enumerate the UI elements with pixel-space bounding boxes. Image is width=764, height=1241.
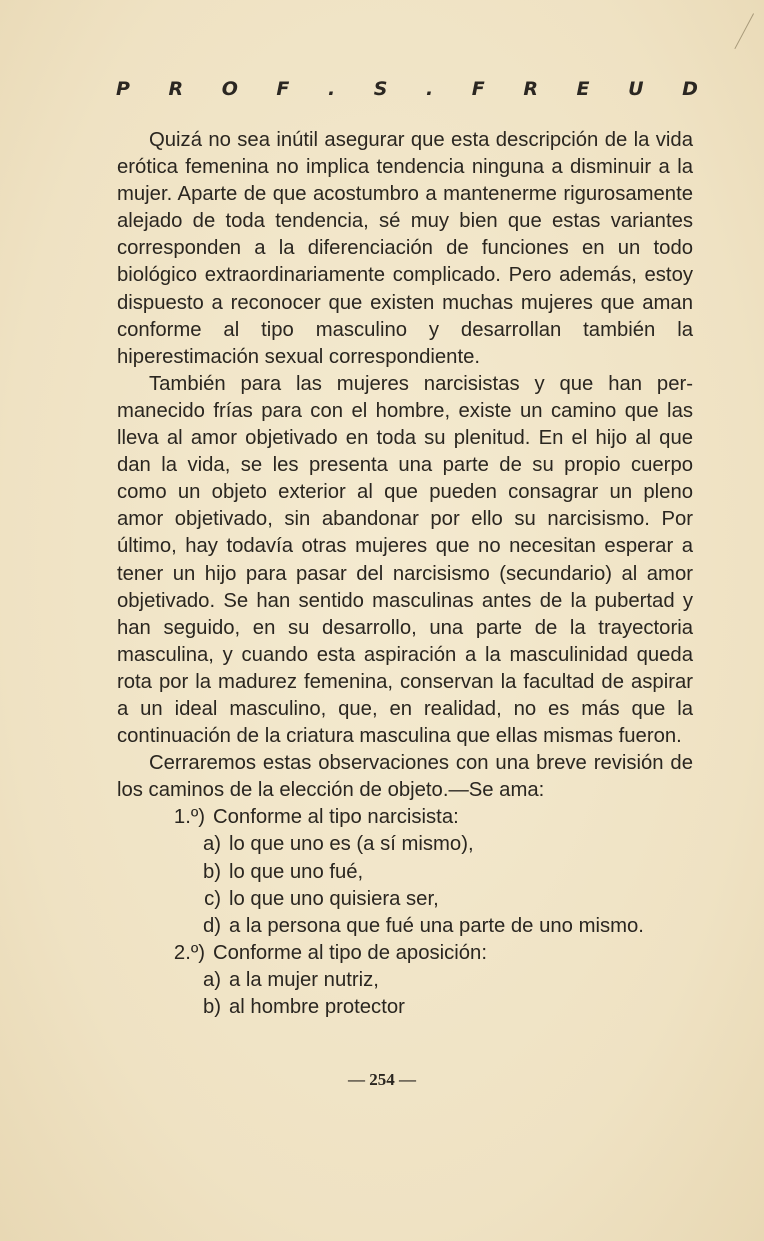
- list-item: [117, 967, 693, 994]
- list-text: a la mujer nutriz,: [229, 968, 379, 991]
- list-text: a la persona que fué una parte de uno mismo.: [229, 914, 644, 937]
- page-number: — 254 —: [348, 1070, 416, 1089]
- running-head-letter: E: [576, 78, 590, 100]
- running-head-letter: R: [523, 78, 538, 100]
- running-head-letter: P: [116, 78, 130, 100]
- list-item: [117, 831, 693, 858]
- body-text: [117, 127, 693, 1021]
- list-item: [117, 804, 693, 831]
- list-item: [117, 886, 693, 913]
- running-head-letter: S: [373, 78, 388, 100]
- list-marker: a): [202, 833, 221, 856]
- list-marker: b): [202, 860, 221, 883]
- running-head-letter: F: [471, 78, 485, 100]
- list-text: lo que uno quisiera ser,: [229, 887, 439, 910]
- list-item: [117, 859, 693, 886]
- list-marker: 1.º): [173, 806, 205, 829]
- list-text: Conforme al tipo narcisista:: [213, 806, 459, 829]
- pencil-mark: [715, 3, 754, 49]
- list-item: [117, 994, 693, 1021]
- running-head-letter: O: [221, 78, 238, 100]
- running-head-letter: .: [327, 78, 336, 100]
- list-item: [117, 913, 693, 940]
- list-marker: a): [202, 968, 221, 991]
- running-head: [116, 78, 698, 100]
- list-marker: c): [204, 887, 221, 910]
- list-text: lo que uno es (a sí mismo),: [229, 833, 474, 856]
- list-marker: b): [202, 996, 221, 1018]
- list-text: al hombre protector: [229, 996, 405, 1018]
- list-marker: 2.º): [173, 941, 205, 964]
- running-head-letter: .: [426, 78, 434, 100]
- list-text: Conforme al tipo de aposición:: [213, 941, 487, 964]
- list-item: [117, 940, 693, 967]
- running-head-letter: R: [168, 78, 184, 100]
- running-head-letter: U: [628, 78, 644, 100]
- paragraph: También para las mujeres narcisistas y que han permanecido frías para con el hombre, existe un camino que las lleva al amor objetivado en toda su plenitud. En el hijo al que dan la vida, se les presenta una parte de su propio cuerpo como un objeto exterior al que pueden consagrar un pleno amor objetivado, sin abandonar por ello su narcisismo. Por último, hay todavía otras mujeres que no necesitan esperar a tener un hijo para pasar del narcisismo (secundario) al amor objetivado. Se han sentido masculinas antes de la pubertad y han seguido, en su desarrollo, una parte de la trayectoria masculina, y cuando esta aspiración a la masculinidad queda rota por la madurez femenina, conservan la facultad de aspirar a un ideal masculino, que, en realidad, no es más que la continuación de la criatura masculina que ellas mismas fueron.: [117, 372, 693, 748]
- list-text: lo que uno fué,: [229, 860, 364, 883]
- paragraph: Quizá no sea inútil asegurar que esta descripción de la vida erótica femenina no implica tendencia ninguna a disminuir a la mujer. Aparte de que acostumbro a mantenerme rigurosamente alejado de toda tendencia, sé muy bien que estas variantes corresponden a la diferenciación de funciones en un todo biológico extraordinariamente complicado. Pero además, estoy dispuesto a reconocer que existen muchas mujeres que aman conforme al tipo masculino y desarrollan también la hiperestimación sexual correspondiente.: [117, 129, 693, 368]
- list-marker: d): [202, 914, 221, 937]
- running-head-letter: F: [276, 78, 290, 100]
- running-head-letter: D: [682, 78, 698, 100]
- paragraph: Cerraremos estas observaciones con una breve revisión de los caminos de la elección de objeto.—Se ama:: [117, 752, 693, 802]
